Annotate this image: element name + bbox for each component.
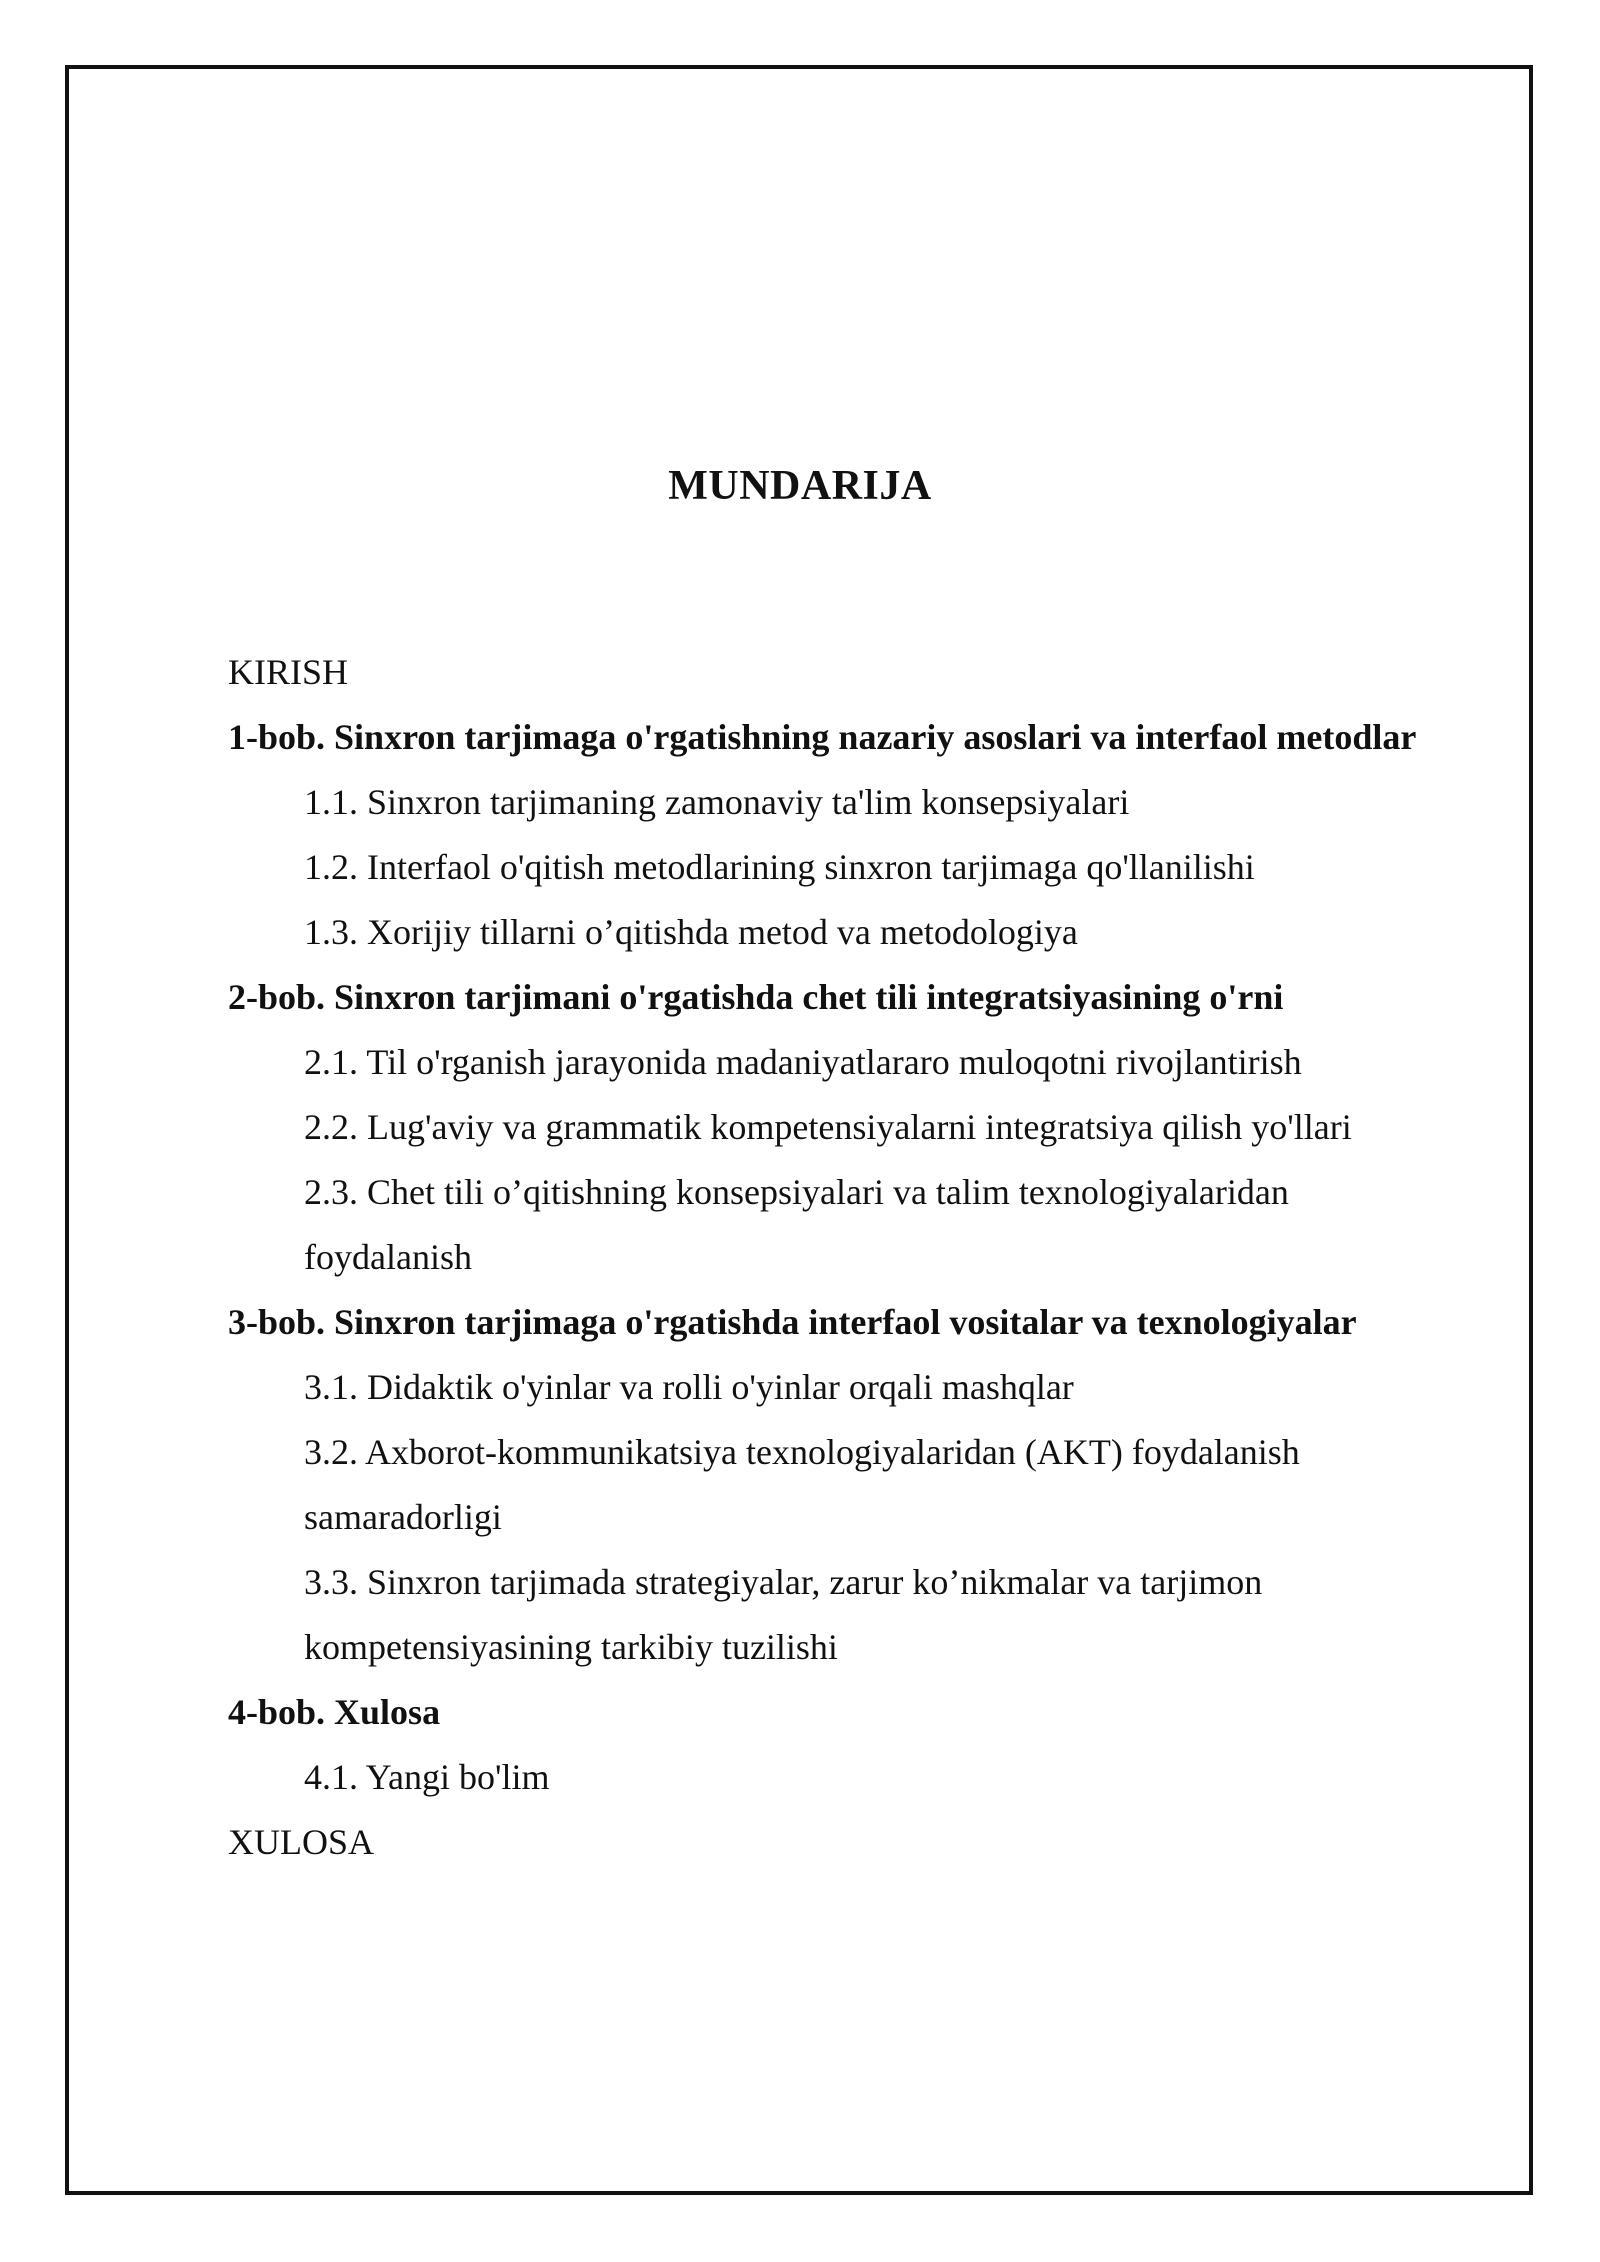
toc-entry-chapter-3[interactable]: 3-bob. Sinxron tarjimaga o'rgatishda interfaol vositalar va texnologiyalar: [228, 1302, 1357, 1342]
toc-entry-section-3-1[interactable]: 3.1. Didaktik o'yinlar va rolli o'yinlar orqali mashqlar: [304, 1367, 1074, 1407]
toc-entry-section-2-3[interactable]: 2.3. Chet tili o’qitishning konsepsiyalari va talim texnologiyalaridan foydalanish: [304, 1172, 1289, 1277]
toc-entry-xulosa[interactable]: XULOSA: [228, 1822, 375, 1862]
toc-entry-chapter-1[interactable]: 1-bob. Sinxron tarjimaga o'rgatishning nazariy asoslari va interfaol metodlar: [228, 717, 1417, 757]
toc-entry-section-4-1[interactable]: 4.1. Yangi bo'lim: [304, 1757, 550, 1797]
toc-entry-section-1-3[interactable]: 1.3. Xorijiy tillarni o’qitishda metod va metodologiya: [304, 912, 1078, 952]
toc-entry-chapter-4[interactable]: 4-bob. Xulosa: [228, 1692, 441, 1732]
toc-entry-section-2-2[interactable]: 2.2. Lug'aviy va grammatik kompetensiyalarni integratsiya qilish yo'llari: [304, 1107, 1352, 1147]
toc-entry-section-3-3[interactable]: 3.3. Sinxron tarjimada strategiyalar, zarur ko’nikmalar va tarjimon kompetensiyasining tarkibiy tuzilishi: [304, 1562, 1263, 1667]
toc-entry-section-2-1[interactable]: 2.1. Til o'rganish jarayonida madaniyatlararo muloqotni rivojlantirish: [304, 1042, 1302, 1082]
table-of-contents: [228, 640, 1498, 1875]
toc-entry-kirish[interactable]: KIRISH: [228, 652, 349, 692]
toc-entry-chapter-2[interactable]: 2-bob. Sinxron tarjimani o'rgatishda chet tili integratsiyasining o'rni: [228, 977, 1284, 1017]
toc-entry-section-1-2[interactable]: 1.2. Interfaol o'qitish metodlarining sinxron tarjimaga qo'llanilishi: [304, 847, 1255, 887]
toc-entry-section-3-2[interactable]: 3.2. Axborot-kommunikatsiya texnologiyalaridan (AKT) foydalanish samaradorligi: [304, 1432, 1300, 1537]
page-title: MUNDARIJA: [668, 463, 932, 509]
toc-entry-section-1-1[interactable]: 1.1. Sinxron tarjimaning zamonaviy ta'lim konsepsiyalari: [304, 782, 1130, 822]
